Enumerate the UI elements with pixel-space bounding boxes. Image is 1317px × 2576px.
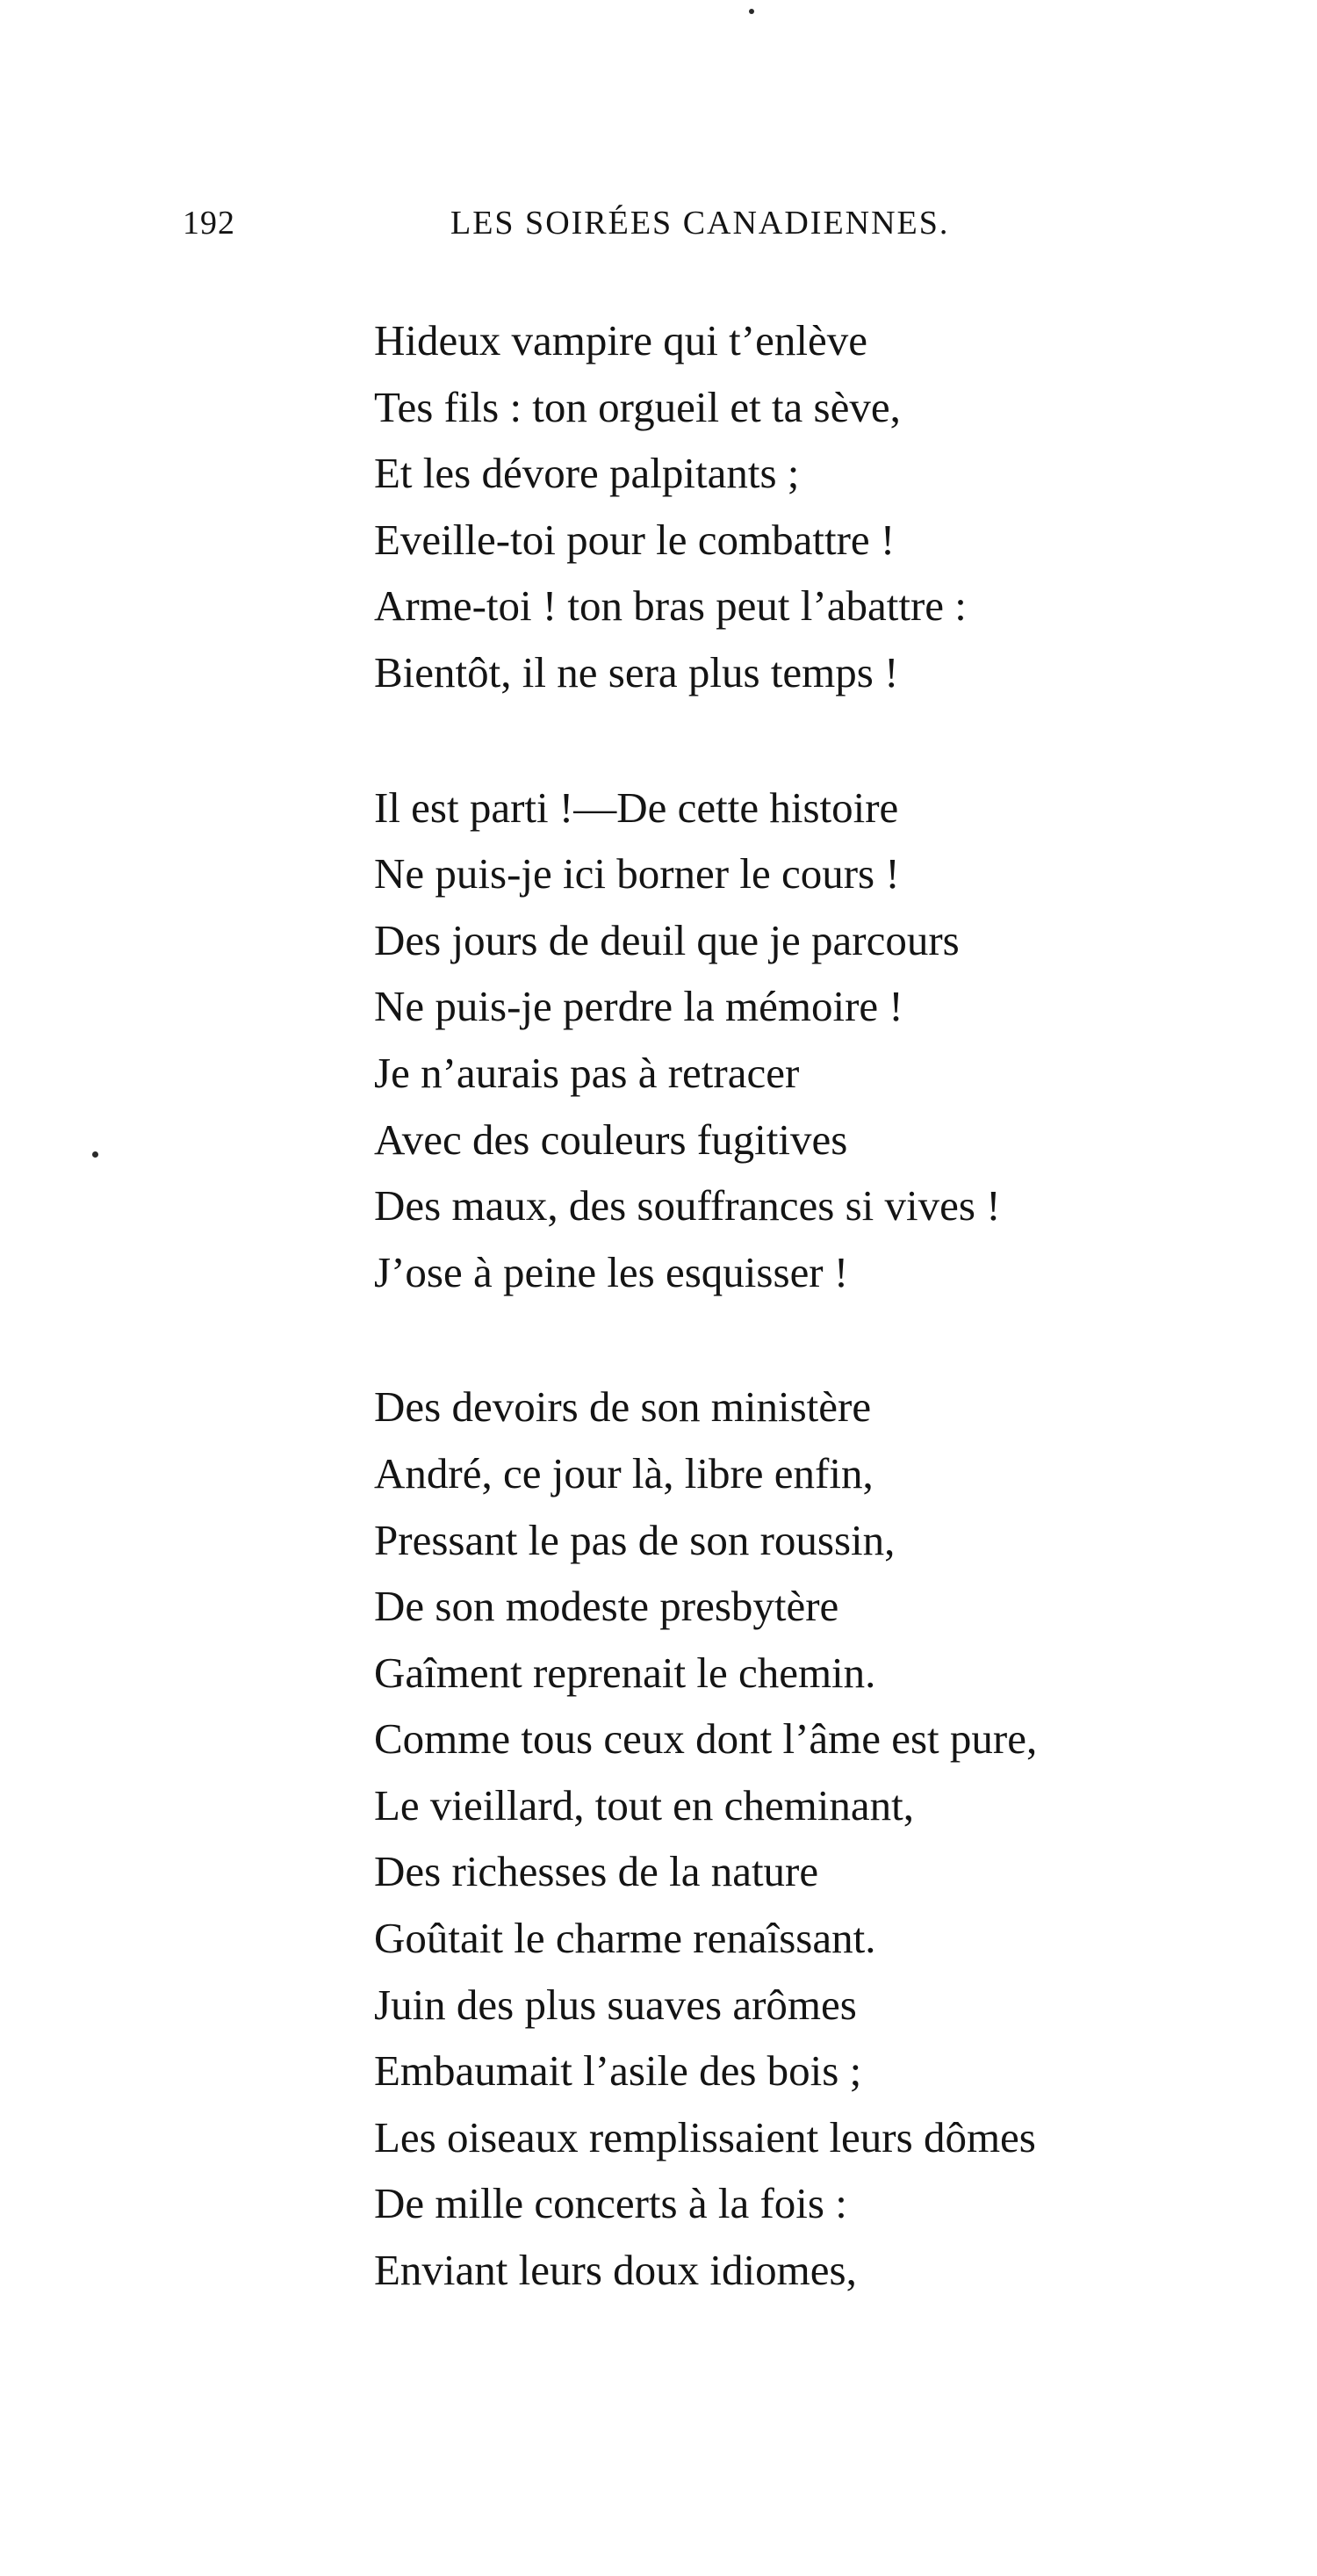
verse-line: André, ce jour là, libre enfin, xyxy=(374,1448,874,1497)
verse-line: Gaîment reprenait le chemin. xyxy=(374,1648,876,1697)
stanza xyxy=(374,1374,1252,2303)
stanza xyxy=(374,775,1252,1306)
verse-line: Des richesses de la nature xyxy=(374,1847,819,1896)
verse-line: J’ose à peine les esquisser ! xyxy=(374,1247,849,1296)
page-header xyxy=(183,204,1069,256)
poem-text xyxy=(374,307,1252,2304)
verse-line: Comme tous ceux dont l’âme est pure, xyxy=(374,1714,1038,1764)
verse-line: Tes fils : ton orgueil et ta sève, xyxy=(374,382,901,431)
verse-line: Le vieillard, tout en cheminant, xyxy=(374,1780,915,1829)
verse-line: Des devoirs de son ministère xyxy=(374,1382,872,1432)
verse-line: Arme-toi ! ton bras peut l’abattre : xyxy=(374,581,967,631)
verse-line: De son modeste presbytère xyxy=(374,1582,839,1631)
verse-line: Juin des plus suaves arômes xyxy=(374,1980,857,2029)
verse-line: Hideux vampire qui t’enlève xyxy=(374,316,867,364)
verse-line: Des maux, des souffrances si vives ! xyxy=(374,1181,1001,1230)
running-title: LES SOIRÉES CANADIENNES. xyxy=(450,205,950,242)
verse-line: Les oiseaux remplissaient leurs dômes xyxy=(374,2112,1036,2161)
verse-line: Ne puis-je ici borner le cours ! xyxy=(374,849,900,898)
stanza xyxy=(374,307,1252,706)
verse-line: Il est parti !—De cette histoire xyxy=(374,783,899,832)
verse-line: De mille concerts à la fois : xyxy=(374,2179,847,2228)
verse-line: Ne puis-je perdre la mémoire ! xyxy=(374,982,903,1031)
verse-line: Enviant leurs doux idiomes, xyxy=(374,2246,857,2295)
verse-line: Je n’aurais pas à retracer xyxy=(374,1048,800,1097)
verse-line: Bientôt, il ne sera plus temps ! xyxy=(374,647,899,696)
verse-line: Et les dévore palpitants ; xyxy=(374,449,800,498)
verse-line: Goûtait le charme renaîssant. xyxy=(374,1914,876,1963)
verse-line: Pressant le pas de son roussin, xyxy=(374,1515,896,1564)
verse-line: Embaumait l’asile des bois ; xyxy=(374,2046,862,2096)
page-number: 192 xyxy=(183,205,235,242)
verse-line: Eveille-toi pour le combattre ! xyxy=(374,515,896,564)
verse-line: Des jours de deuil que je parcours xyxy=(374,915,960,964)
ink-speck xyxy=(92,1151,98,1158)
ink-speck xyxy=(749,9,754,14)
verse-line: Avec des couleurs fugitives xyxy=(374,1115,848,1164)
